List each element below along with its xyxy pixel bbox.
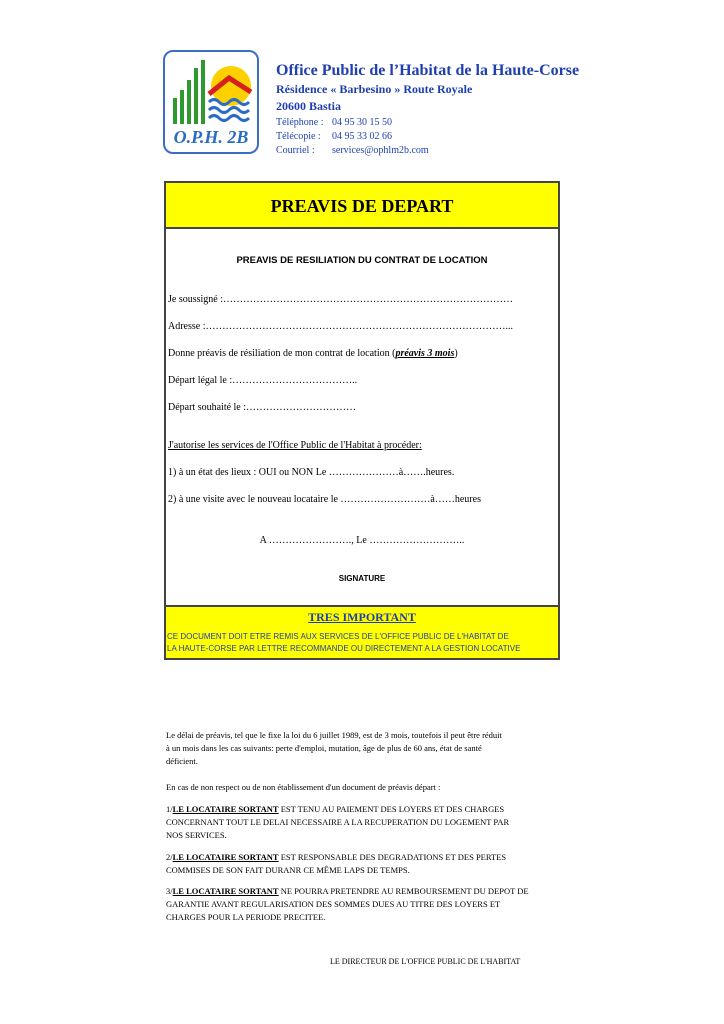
director-signature-line: LE DIRECTEUR DE L'OFFICE PUBLIC DE L'HABITAT: [330, 957, 521, 966]
donne-preavis-text: Donne préavis de résiliation de mon contrat de location: [168, 348, 393, 359]
etat-des-lieux-field[interactable]: 1) à un état des lieux : OUI ou NON Le …………………à…….heures.: [168, 467, 455, 478]
mail-value[interactable]: services@ophlm2b.com: [332, 145, 429, 156]
oph-logo: [163, 50, 259, 154]
logo-bar: [201, 60, 205, 124]
rule-2-number: 2/: [166, 852, 173, 862]
rule-3: [166, 885, 546, 924]
rule-1-line: [166, 803, 546, 816]
form-title-band: [166, 183, 558, 229]
org-city: 20600 Bastia: [276, 99, 342, 113]
non-respect-paragraph: En cas de non respect ou de non établissement d'un document de préavis départ :: [166, 782, 441, 792]
org-residence: Résidence « Barbesino » Route Royale: [276, 82, 473, 96]
mail-row: [276, 144, 579, 158]
logo-wave: [209, 116, 249, 121]
rule-1-text: EST TENU AU PAIEMENT DES LOYERS ET DES CHARGES: [278, 804, 505, 814]
rule-3-text: NE POURRA PRETENDRE AU REMBOURSEMENT DU DEPOT DE: [278, 886, 529, 896]
donne-close-paren: ): [454, 348, 458, 359]
logo-bar: [180, 90, 184, 124]
delai-line: Le délai de préavis, tel que le fixe la loi du 6 juillet 1989, est de 3 mois, toutefois il peut être réduit: [166, 730, 502, 740]
delai-line: à un mois dans les cas suivants: perte d'emploi, mutation, âge de plus de 60 ans, état de santé: [166, 743, 482, 753]
form-subtitle: PREAVIS DE RESILIATION DU CONTRAT DE LOCATION: [236, 255, 488, 266]
important-line: LA HAUTE-CORSE PAR LETTRE RECOMMANDE OU DIRECTEMENT A LA GESTION LOCATIVE: [167, 644, 521, 653]
donne-preavis-line: [168, 348, 458, 359]
rule-2-text: EST RESPONSABLE DES DEGRADATIONS ET DES PERTES: [278, 852, 507, 862]
org-contact: [276, 116, 579, 158]
rule-1: [166, 803, 546, 842]
phone-row: [276, 116, 579, 130]
rule-1-line: NOS SERVICES.: [166, 830, 227, 840]
rule-2: [166, 851, 546, 877]
rule-3-number: 3/: [166, 886, 173, 896]
rule-3-line: [166, 885, 546, 898]
phone-value: 04 95 30 15 50: [332, 117, 392, 128]
phone-label: Téléphone :: [276, 117, 324, 128]
fax-value: 04 95 33 02 66: [332, 131, 392, 142]
rule-2-line: [166, 851, 546, 864]
important-band: [166, 605, 558, 658]
org-name: Office Public de l’Habitat de la Haute-Corse: [276, 62, 580, 79]
preavis-duration: préavis 3 mois: [395, 348, 455, 359]
important-text: [166, 631, 558, 655]
locataire-sortant: LE LOCATAIRE SORTANT: [172, 852, 279, 862]
fax-row: [276, 130, 579, 144]
locataire-sortant: LE LOCATAIRE SORTANT: [172, 886, 279, 896]
preavis-form: [164, 181, 560, 660]
logo-graphic: [165, 52, 257, 132]
lieu-date-field[interactable]: A ……………………., Le ………………………..: [259, 535, 465, 546]
logo-bar: [173, 98, 177, 124]
adresse-field[interactable]: Adresse :………………………………………………………………………………...: [168, 321, 513, 332]
rule-3-line: GARANTIE AVANT REGULARISATION DES SOMMES DUES AU TITRE DES LOYERS ET: [166, 899, 501, 909]
important-line: CE DOCUMENT DOIT ETRE REMIS AUX SERVICES DE L'OFFICE PUBLIC DE L'HABITAT DE: [167, 632, 509, 641]
logo-text: O.P.H. 2B: [173, 127, 249, 147]
rule-1-number: 1/: [166, 804, 173, 814]
logo-bar: [187, 80, 191, 124]
signature-label: SIGNATURE: [338, 574, 386, 583]
rule-2-line: COMMISES DE SON FAIT DURANR CE MÊME LAPS DE TEMPS.: [166, 865, 410, 875]
donne-open-paren: (: [392, 348, 396, 359]
visite-field[interactable]: 2) à une visite avec le nouveau locataire le ………………………à……heures: [168, 494, 481, 505]
rule-1-line: CONCERNANT TOUT LE DELAI NECESSAIRE A LA RECUPERATION DU LOGEMENT PAR: [166, 817, 510, 827]
important-title: TRES IMPORTANT: [308, 610, 416, 624]
delai-line: déficient.: [166, 756, 198, 766]
locataire-sortant: LE LOCATAIRE SORTANT: [172, 804, 279, 814]
org-header: [276, 62, 579, 158]
logo-bar: [194, 68, 198, 124]
depart-souhaite-field[interactable]: Départ souhaité le :……………………………: [168, 402, 357, 413]
logo-wave: [209, 108, 249, 113]
depart-legal-field[interactable]: Départ légal le :………………………………..: [168, 375, 358, 386]
soussigne-field[interactable]: Je soussigné :……………………………………………………………………………: [168, 294, 513, 305]
form-title: PREAVIS DE DEPART: [270, 196, 454, 216]
rule-3-line: CHARGES POUR LA PERIODE PRECITEE.: [166, 912, 326, 922]
fax-label: Télécopie :: [276, 131, 321, 142]
delai-paragraph: [166, 729, 546, 768]
autorise-heading: J'autorise les services de l'Office Public de l'Habitat à procéder:: [168, 440, 422, 451]
mail-label: Courriel :: [276, 145, 315, 156]
